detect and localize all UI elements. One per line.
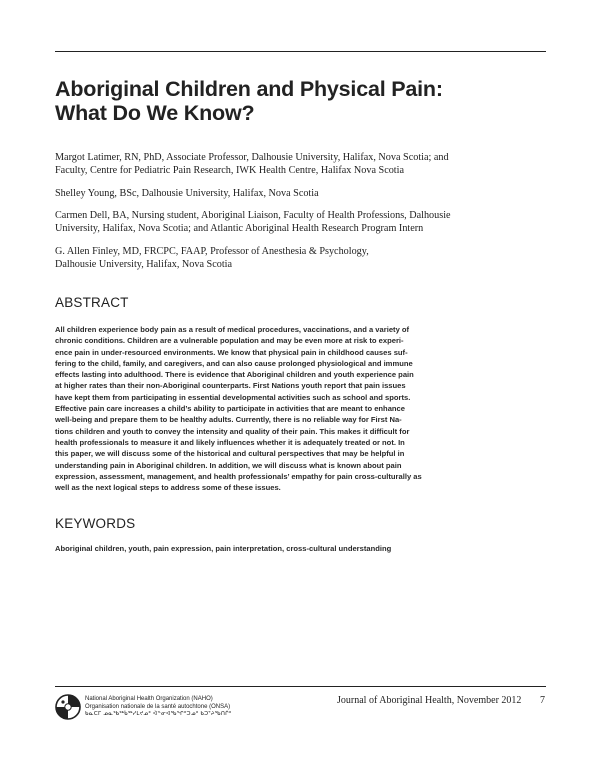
abstract-line: effects lasting into adulthood. There is evidence that Aboriginal children and youth experience pain: [55, 370, 414, 380]
abstract-body: [55, 324, 535, 493]
abstract-line: ence pain in under-resourced environments. We know that physical pain in childhood causes suf-: [55, 347, 408, 357]
abstract-heading: ABSTRACT: [55, 295, 129, 310]
keywords-heading: KEYWORDS: [55, 516, 136, 531]
abstract-line: have kept them from participating in essential developmental activities such as school and sports.: [55, 392, 411, 402]
author-list: [55, 151, 535, 281]
author-line: Margot Latimer, RN, PhD, Associate Professor, Dalhousie University, Halifax, Nova Scotia; and: [55, 152, 449, 163]
author-line: G. Allen Finley, MD, FRCPC, FAAP, Professor of Anesthesia & Psychology,: [55, 246, 369, 257]
title-line-1: Aboriginal Children and Physical Pain:: [55, 77, 443, 101]
abstract-line: well-being and prepare them to be healthy adults. Currently, there is no reliable way for First Na-: [55, 415, 402, 425]
keywords-text: Aboriginal children, youth, pain expression, pain interpretation, cross-cultural understanding: [55, 544, 392, 553]
abstract-line: Effective pain care increases a child’s ability to participate in activities that are meant to enhance: [55, 404, 406, 414]
abstract-line: health professionals to measure it and likely influences whether it is adequately treated or not. In: [55, 437, 405, 447]
author-line: Shelley Young, BSc, Dalhousie University, Halifax, Nova Scotia: [55, 188, 319, 199]
abstract-line: chronic conditions. Children are a vulnerable population and may be even more at risk to experi-: [55, 336, 404, 346]
author-line: Faculty, Centre for Pediatric Pain Research, IWK Health Centre, Halifax Nova Scotia: [55, 165, 404, 176]
author-line: University, Halifax, Nova Scotia; and Atlantic Aboriginal Health Research Program Intern: [55, 223, 424, 234]
author-dell: [55, 209, 535, 235]
abstract-line: tions children and youth to convey the intensity and quality of their pain. This makes it difficult for: [55, 426, 410, 436]
abstract-line: this paper, we will discuss some of the historical and cultural perspectives that may be helpful in: [55, 449, 405, 459]
abstract-line: understanding pain in Aboriginal children. In addition, we will discuss what is known about pain: [55, 460, 402, 470]
author-young: [55, 187, 535, 200]
abstract-line: well as the next logical steps to address some of these issues.: [55, 483, 281, 493]
abstract-line: fering to the child, family, and caregivers, and can also cause prolonged physiological and immune: [55, 358, 413, 368]
author-finley: [55, 245, 535, 271]
author-line: Dalhousie University, Halifax, Nova Scotia: [55, 259, 233, 270]
abstract-line: All children experience body pain as a result of medical procedures, vaccinations, and a variety of: [55, 325, 410, 334]
abstract-line: at higher rates than their non-Aboriginal counterparts. First Nations youth report that pain issues: [55, 381, 406, 391]
page-number: 7: [540, 695, 545, 706]
org-name-inuktitut: ᑲᓇᑕᒥ ᓄᓇᖃᖅᑳᖅᓯᒪᔪᓄᑦ ᐋᓐᓂᐊᖃᖏᑦᑐᓄᑦ ᑲᑐᔾᔨᖃᑎᒌᑦ: [85, 711, 232, 717]
paper-title: [55, 77, 535, 125]
journal-citation: Journal of Aboriginal Health, November 2012: [337, 695, 522, 706]
org-name-english: National Aboriginal Health Organization (NAHO): [85, 696, 213, 702]
author-latimer: [55, 151, 535, 177]
author-line: Carmen Dell, BA, Nursing student, Aboriginal Liaison, Faculty of Health Professions, Dalhousie: [55, 210, 451, 221]
header-rule: [55, 51, 546, 52]
abstract-line: expression, assessment, management, and health professionals’ empathy for pain cross-culturally as: [55, 471, 422, 481]
title-line-2: What Do We Know?: [55, 101, 255, 125]
naho-logo-icon: [55, 694, 81, 720]
org-name-french: Organisation nationale de la santé autochtone (ONSA): [85, 703, 231, 710]
organization-name: [85, 696, 232, 719]
footer-rule: [55, 686, 546, 687]
